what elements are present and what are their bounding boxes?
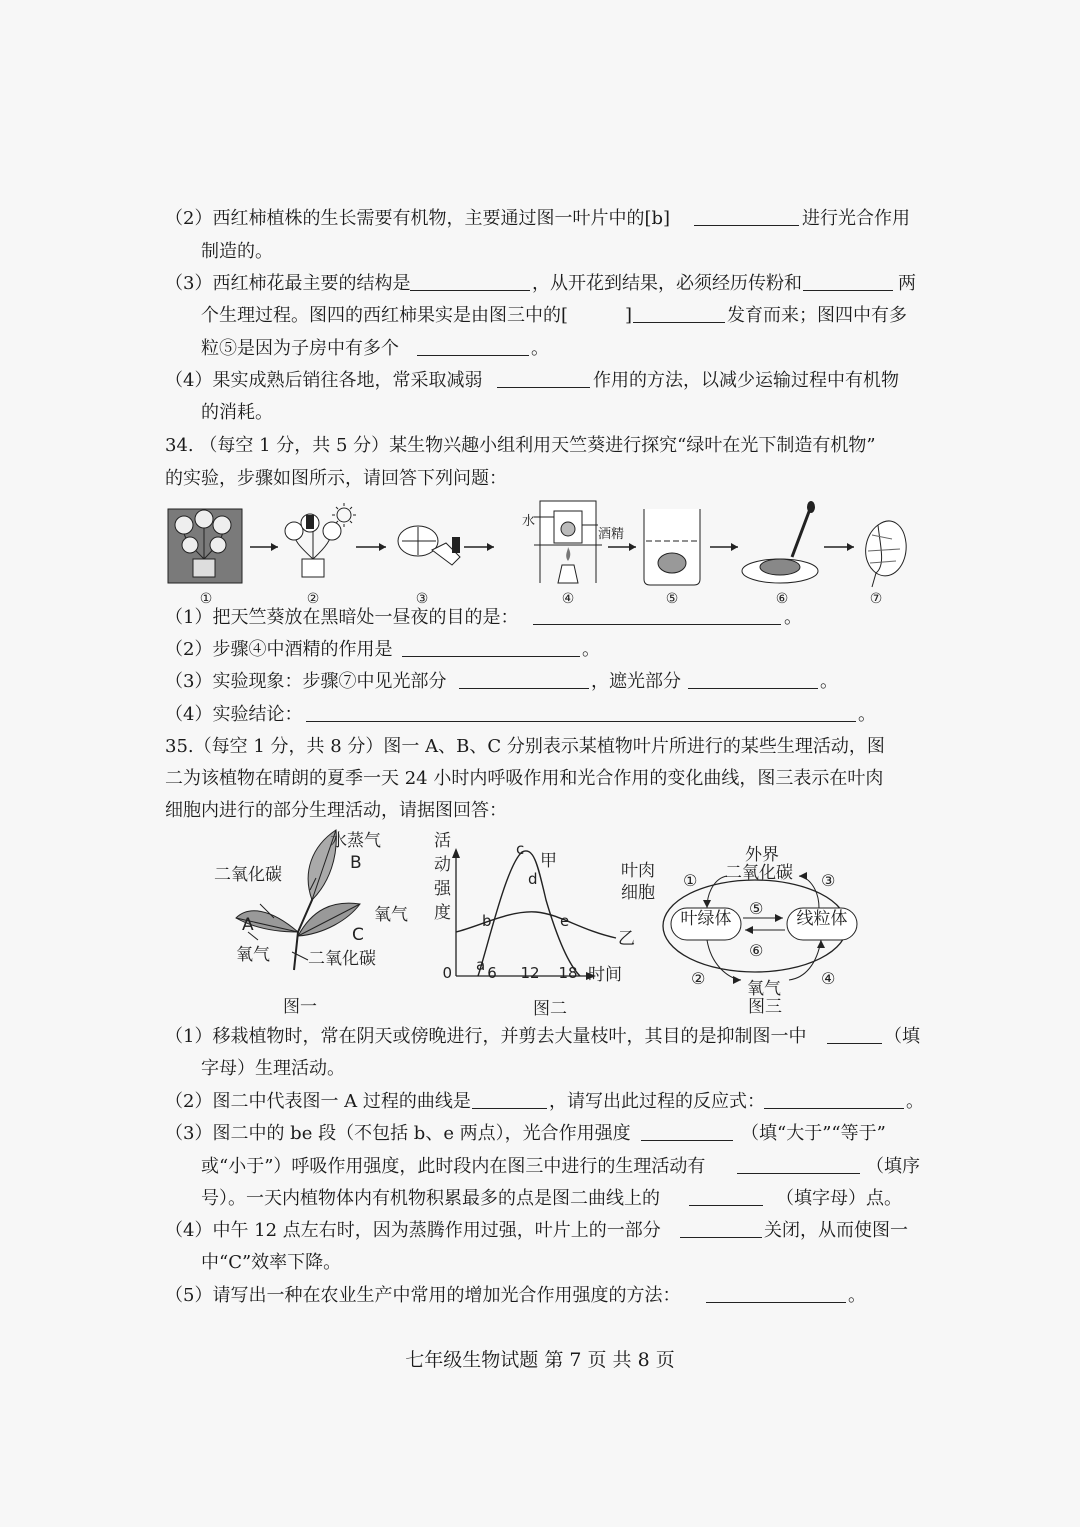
svg-text:④: ④ <box>821 969 836 988</box>
svg-text:e: e <box>560 912 570 930</box>
svg-text:图二: 图二 <box>533 999 567 1019</box>
step-number: ③ <box>415 591 429 607</box>
svg-text:时间: 时间 <box>588 965 622 985</box>
svg-text:甲: 甲 <box>540 851 557 871</box>
step2-plant-light <box>285 503 356 577</box>
svg-text:二氧化碳: 二氧化碳 <box>214 865 282 885</box>
svg-text:12: 12 <box>520 964 540 982</box>
answer-blank[interactable] <box>497 369 590 388</box>
answer-blank[interactable] <box>641 1122 733 1141</box>
svg-text:b: b <box>482 912 492 930</box>
svg-text:⑤: ⑤ <box>749 899 764 918</box>
step1-plant-dark <box>168 509 242 583</box>
svg-text:水: 水 <box>522 514 536 529</box>
svg-text:0: 0 <box>442 964 452 982</box>
answer-blank[interactable] <box>459 670 589 689</box>
svg-text:A: A <box>242 915 254 935</box>
step7-result-leaf <box>866 521 907 587</box>
svg-text:氧气: 氧气 <box>374 905 408 925</box>
answer-blank[interactable] <box>764 1090 904 1109</box>
answer-blank[interactable] <box>410 272 530 291</box>
answer-blank[interactable] <box>533 606 781 625</box>
answer-blank[interactable] <box>688 670 818 689</box>
page-footer: 七年级生物试题 第 7 页 共 8 页 <box>405 1349 675 1371</box>
figure1-leaf-diagram <box>200 828 415 1023</box>
svg-text:B: B <box>350 853 362 873</box>
svg-text:①: ① <box>683 871 698 890</box>
svg-text:6: 6 <box>487 964 497 982</box>
figure3-cell-cycle <box>615 838 870 1023</box>
answer-blank[interactable] <box>306 703 856 722</box>
svg-text:②: ② <box>691 969 706 988</box>
svg-text:度: 度 <box>434 903 451 923</box>
step4-alcohol-bath <box>534 501 602 583</box>
exam-page: （2）西红柿植株的生长需要有机物，主要通过图一叶片中的[b] 进行光合作用 制造的。 （3）西红柿花最主要的结构是 ，从开花到结果，必须经历传粉和 两 个生理过程。图四的西红柿果实是由图三中的[ ] 发育而来；图四中有多 粒⑤是因为子房中有多个 。 （4）果实成熟后销往各地，常采取减弱 作用的方法，以减少运输过程中有机物 的消耗。 34. （每空 1 分，共 5 分）某生物兴趣小组利用天竺葵进行探究“绿叶在光下制造有机物” 的实验，步骤如图所示，请回答下列问题： 水 酒精 ① ② ③ ④ ⑤ ⑥ ⑦ （1）把天竺葵放在黑暗处一昼夜的目的是： 。 （2）步骤④中酒精的作用是 。 （3）实验现象：步骤⑦中见光部分 ，遮光部分 。 （4）实验结论： 。 35.（每空 1 分，共 8 分）图一 A、B、C 分别表示某植物叶片所进行的某些生理活动，图 二为该植物在晴朗的夏季一天 24 小时内呼吸作用和光合作用的变化曲线，图三表示在叶肉 细胞内进行的部分生理活动，请据图回答： 水蒸气 B 二氧化碳 A 氧气 C 氧气 二氧化碳 图一 活 动 强 度 c d 甲 b e 乙 a 0 6 12 18 时间 图二 叶肉 细胞 外界 二氧化碳 ① ③ ⑤ ⑥ 叶绿体 线粒体 ② ④ 氧气 图三 （1）移栽植物时，常在阴天或傍晚进行，并剪去大量枝叶，其目的是抑制图一中 （填 字母）生理活动。 （2）图二中代表图一 A 过程的曲线是 ，请写出此过程的反应式： 。 （3）图二中的 be 段（不包括 b、e 两点），光合作用强度 （填“大于”“等于” 或“小于”）呼吸作用强度，此时段内在图三中进行的生理活动有 （填序 号）。一天内植物体内有机物积累最多的点是图二曲线上的 （填字母）点。 （4）中午 12 点左右时，因为蒸腾作用过强，叶片上的一部分 关闭，从而使图一 中“C”效率下降。 （5）请写出一种在农业生产中常用的增加光合作用强度的方法： 。 七年级生物试题 第 7 页 共 8 页 <box>0 0 1080 1527</box>
step3-pick-leaf <box>398 526 460 565</box>
svg-text:水蒸气: 水蒸气 <box>330 831 381 851</box>
svg-text:叶绿体: 叶绿体 <box>680 909 732 929</box>
svg-text:c: c <box>516 840 525 858</box>
step-number: ⑦ <box>869 591 883 607</box>
answer-blank[interactable] <box>680 1219 762 1238</box>
svg-text:乙: 乙 <box>618 929 635 949</box>
svg-text:图三: 图三 <box>748 997 782 1017</box>
svg-text:C: C <box>352 925 364 945</box>
answer-blank[interactable] <box>694 207 799 226</box>
figure2-activity-chart <box>420 826 635 1023</box>
svg-text:活: 活 <box>434 831 451 851</box>
svg-text:强: 强 <box>434 879 451 899</box>
step-numbers <box>200 591 883 607</box>
svg-text:a: a <box>476 956 486 974</box>
step-number: ② <box>306 591 320 607</box>
svg-text:叶肉: 叶肉 <box>621 861 655 881</box>
step6-iodine-drop <box>742 501 818 583</box>
svg-text:二氧化碳: 二氧化碳 <box>725 863 793 883</box>
answer-blank[interactable] <box>803 272 893 291</box>
answer-blank[interactable] <box>633 304 725 323</box>
step-number: ⑥ <box>775 591 789 607</box>
experiment-steps-diagram <box>160 495 920 607</box>
answer-blank[interactable] <box>706 1284 846 1303</box>
svg-text:d: d <box>528 870 538 888</box>
svg-text:线粒体: 线粒体 <box>796 909 848 929</box>
svg-text:外界: 外界 <box>745 845 779 865</box>
svg-text:氧气: 氧气 <box>747 979 781 999</box>
svg-text:二氧化碳: 二氧化碳 <box>308 949 376 969</box>
answer-blank[interactable] <box>472 1090 547 1109</box>
answer-blank[interactable] <box>402 638 580 657</box>
svg-text:氧气: 氧气 <box>236 945 270 965</box>
answer-blank[interactable] <box>689 1187 763 1206</box>
svg-text:⑥: ⑥ <box>749 941 764 960</box>
answer-blank[interactable] <box>737 1155 860 1174</box>
step-number: ⑤ <box>665 591 679 607</box>
svg-text:18: 18 <box>558 964 578 982</box>
svg-text:酒精: 酒精 <box>598 527 625 542</box>
step-number: ④ <box>561 591 575 607</box>
step5-beaker <box>644 509 700 585</box>
answer-blank[interactable] <box>827 1025 882 1044</box>
svg-text:③: ③ <box>821 871 836 890</box>
answer-blank[interactable] <box>417 337 529 356</box>
svg-text:细胞: 细胞 <box>621 883 655 903</box>
svg-text:动: 动 <box>434 855 451 875</box>
svg-text:图一: 图一 <box>283 997 317 1017</box>
step-number: ① <box>199 591 213 607</box>
